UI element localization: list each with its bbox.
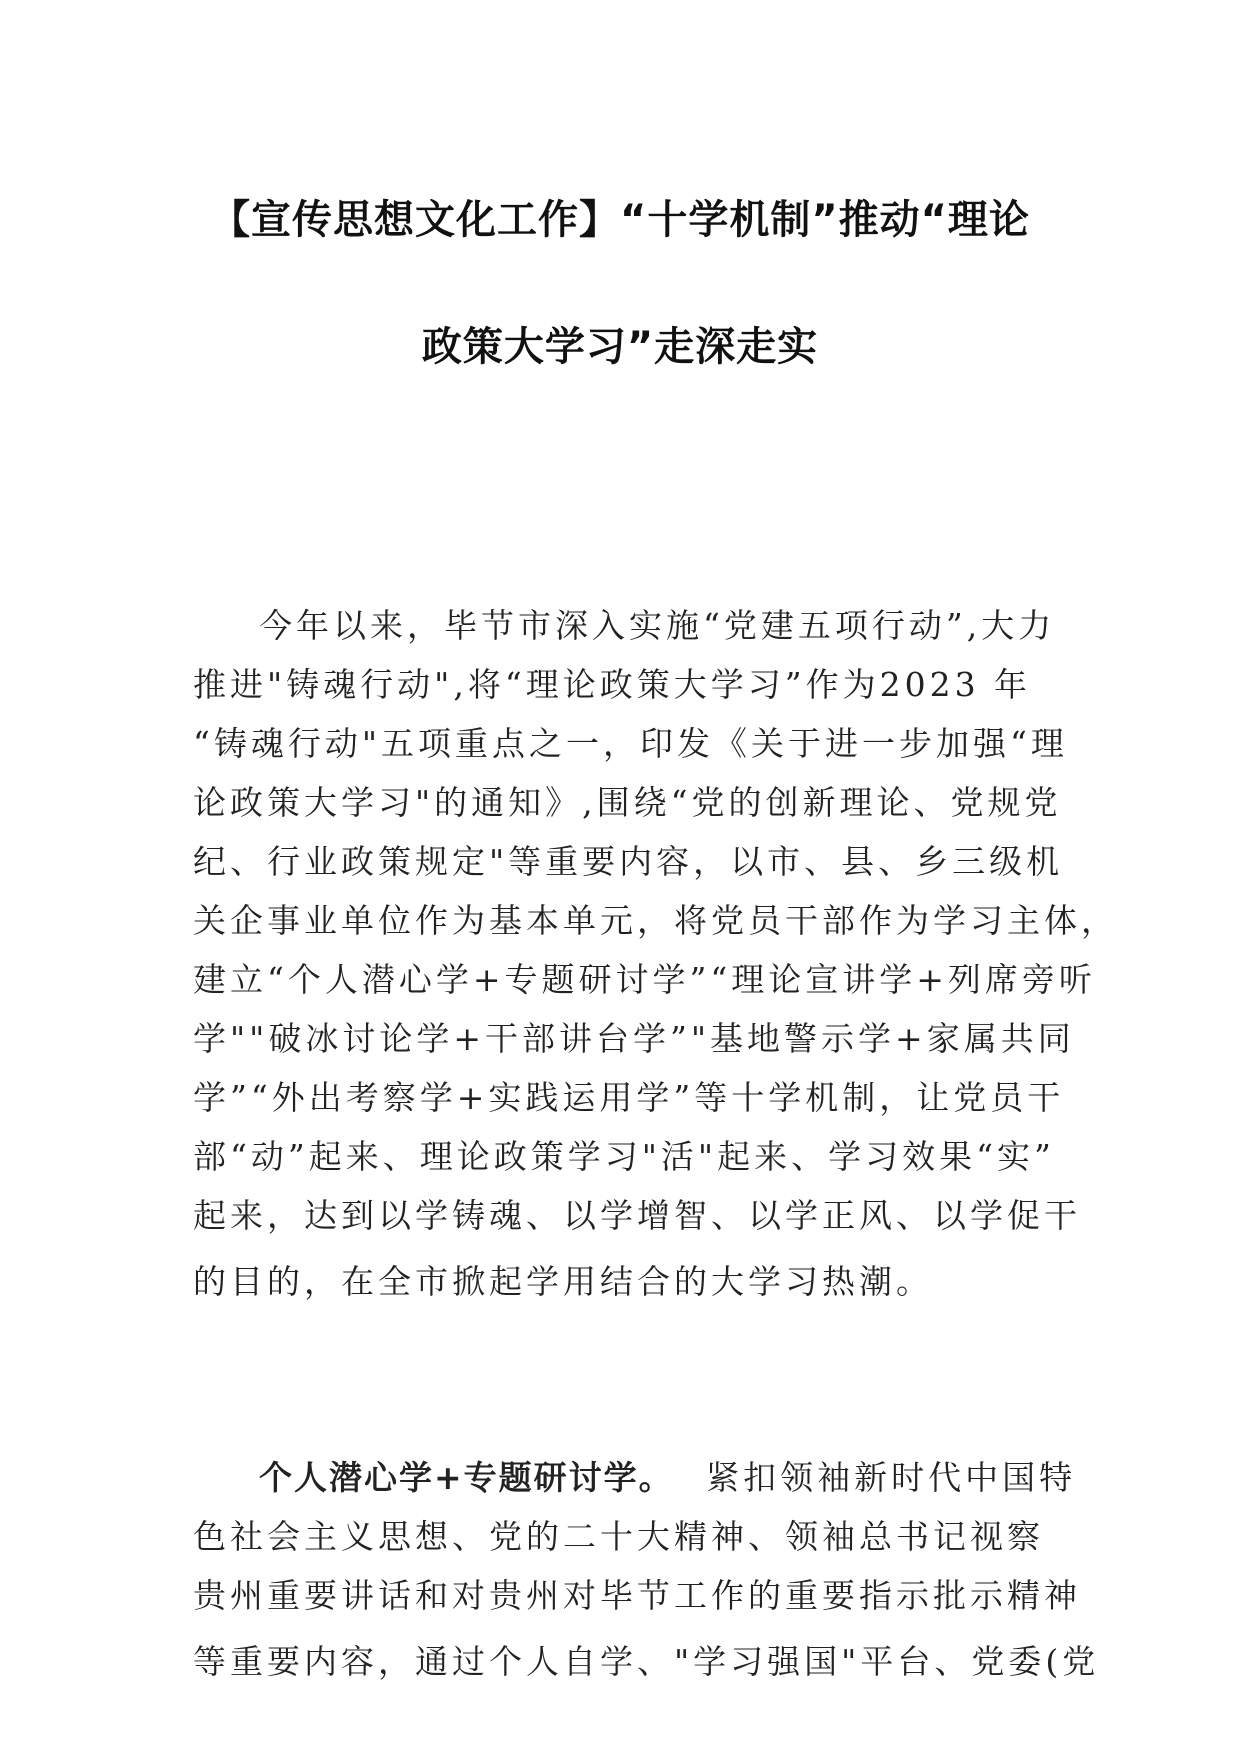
paragraph-line: 关企事业单位作为基本单元，将党员干部作为学习主体，: [193, 901, 1118, 940]
paragraph-line: 建立“个人潜心学+专题研讨学”“理论宣讲学+列席旁听: [193, 960, 1096, 999]
paragraph-line: 学”“外出考察学+实践运用学”等十学机制，让党员干: [193, 1078, 1065, 1117]
section-heading: 个人潜心学+专题研讨学。: [259, 1458, 674, 1497]
paragraph-line: 论政策大学习"的通知》,围绕“党的创新理论、党规党: [193, 783, 1062, 822]
paragraph-line: [259, 1452, 1076, 1499]
paragraph-line: 起来，达到以学铸魂、以学增智、以学正风、以学促干: [193, 1196, 1081, 1235]
paragraph-line: “铸魂行动"五项重点之一，印发《关于进一步加强“理: [193, 724, 1068, 763]
document-title-line-2: 政策大学习”走深走实: [421, 324, 819, 370]
paragraph-text: 紧扣领袖新时代中国特: [706, 1458, 1077, 1497]
paragraph-line: 等重要内容，通过个人自学、"学习强国"平台、党委(党: [193, 1642, 1100, 1681]
paragraph-line: 色社会主义思想、党的二十大精神、领袖总书记视察: [193, 1517, 1044, 1556]
paragraph-line: 学""破冰讨论学+干部讲台学”"基地警示学+家属共同: [193, 1019, 1075, 1058]
paragraph-line: 部“动”起来、理论政策学习"活"起来、学习效果“实”: [193, 1137, 1055, 1176]
paragraph-line: 推进"铸魂行动",将“理论政策大学习”作为2023 年: [193, 665, 1032, 704]
paragraph-line: 贵州重要讲话和对贵州对毕节工作的重要指示批示精神: [193, 1576, 1081, 1615]
paragraph-line: 今年以来，毕节市深入实施“党建五项行动”,大力: [259, 606, 1056, 645]
paragraph-line: 纪、行业政策规定"等重要内容，以市、县、乡三级机: [193, 842, 1064, 881]
paragraph-line: 的目的，在全市掀起学用结合的大学习热潮。: [193, 1262, 933, 1301]
document-title-line-1: 【宣传思想文化工作】“十学机制”推动“理论: [210, 197, 1030, 243]
